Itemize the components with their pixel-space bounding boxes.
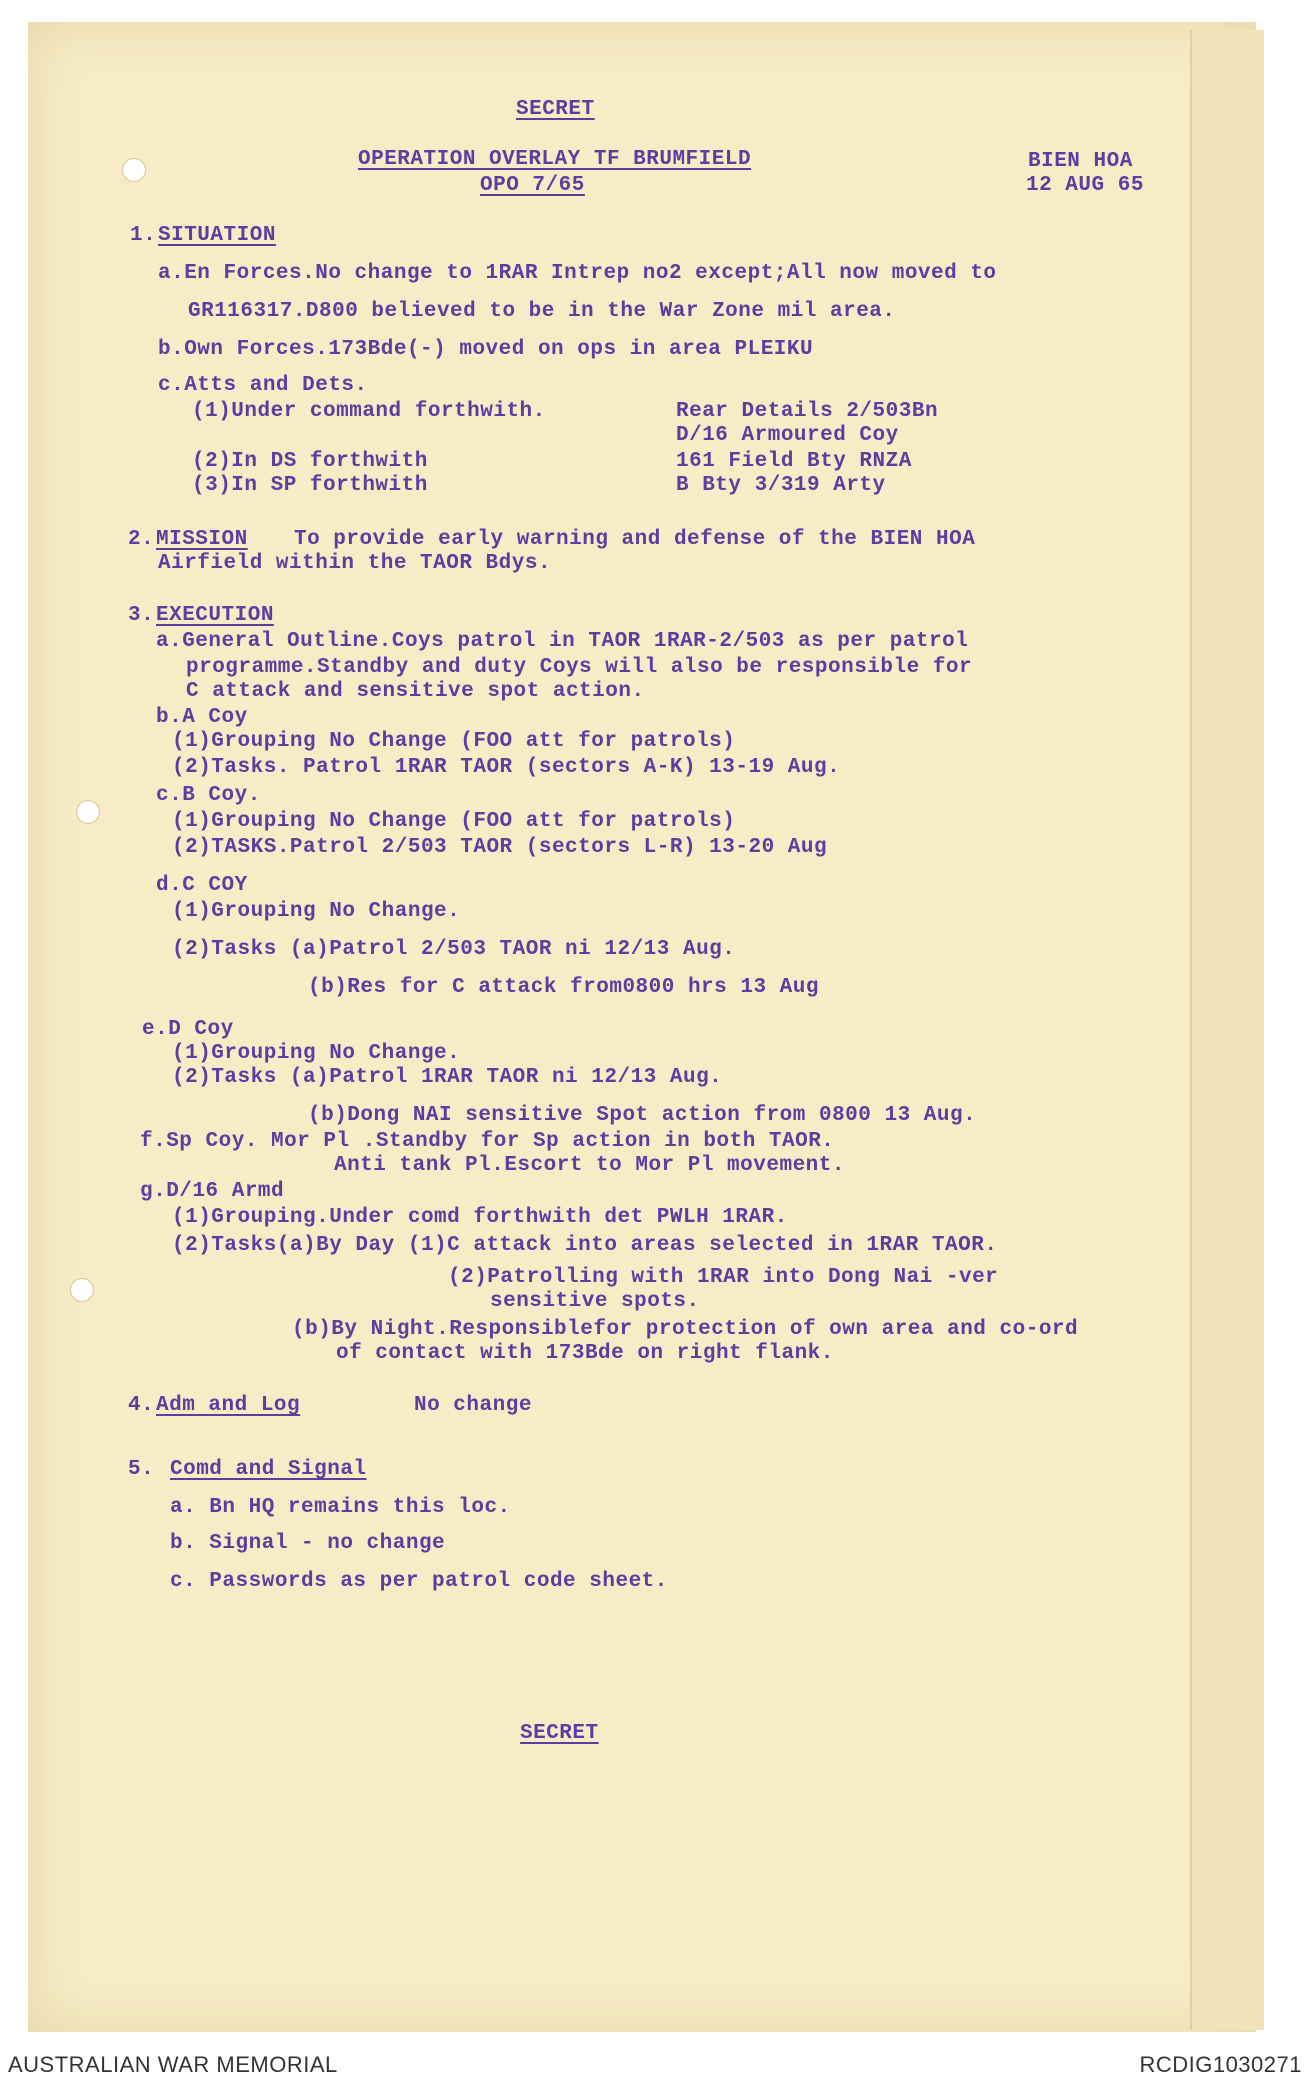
- situation-heading: SITUATION: [158, 224, 276, 247]
- situation-enemy-forces-1: a.En Forces.No change to 1RAR Intrep no2 except;All now moved to: [158, 262, 997, 285]
- comd-heading: Comd and Signal: [170, 1458, 367, 1481]
- situation-atts-dets: c.Atts and Dets.: [158, 374, 368, 397]
- execution-c-coy-grouping: (1)Grouping No Change.: [172, 900, 461, 923]
- paper-fold-edge: [1190, 30, 1264, 2030]
- execution-c-coy: d.C COY: [156, 874, 248, 897]
- document-title: OPERATION OVERLAY TF BRUMFIELD: [358, 148, 752, 171]
- comd-signal: b. Signal - no change: [170, 1532, 446, 1555]
- execution-b-coy: c.B Coy.: [156, 784, 261, 807]
- execution-d16-tasks-c1: (b)By Night.Responsiblefor protection of own area and co-ord: [292, 1318, 1079, 1341]
- execution-outline-1: a.General Outline.Coys patrol in TAOR 1RAR-2/503 as per patrol: [156, 630, 969, 653]
- execution-d16-grouping: (1)Grouping.Under comd forthwith det PWLH 1RAR.: [172, 1206, 788, 1229]
- execution-heading-num: 3.: [128, 604, 155, 627]
- footer-archive-name: AUSTRALIAN WAR MEMORIAL: [8, 2052, 338, 2077]
- execution-c-coy-tasks-a: (2)Tasks (a)Patrol 2/503 TAOR ni 12/13 Aug.: [172, 938, 736, 961]
- execution-sp-coy-1: f.Sp Coy. Mor Pl .Standby for Sp action in both TAOR.: [140, 1130, 835, 1153]
- classification-top: SECRET: [516, 98, 595, 121]
- situation-under-command-value-2: D/16 Armoured Coy: [676, 424, 899, 447]
- mission-text-1: To provide early warning and defense of the BIEN HOA: [294, 528, 976, 551]
- execution-d-coy-grouping: (1)Grouping No Change.: [172, 1042, 461, 1065]
- adm-heading: Adm and Log: [156, 1394, 301, 1417]
- situation-in-sp-label: (3)In SP forthwith: [192, 474, 428, 497]
- situation-in-sp-value: B Bty 3/319 Arty: [676, 474, 886, 497]
- execution-d16-tasks-b2: sensitive spots.: [490, 1290, 700, 1313]
- execution-d16-tasks-b1: (2)Patrolling with 1RAR into Dong Nai -ver: [448, 1266, 999, 1289]
- classification-bottom: SECRET: [520, 1722, 599, 1745]
- comd-heading-num: 5.: [128, 1458, 155, 1481]
- mission-heading: MISSION: [156, 528, 248, 551]
- footer-record-id: RCDIG1030271: [1139, 2052, 1302, 2077]
- mission-heading-num: 2.: [128, 528, 155, 551]
- execution-a-coy: b.A Coy: [156, 706, 248, 729]
- punch-hole-top: [122, 158, 146, 182]
- adm-value: No change: [414, 1394, 532, 1417]
- execution-outline-3: C attack and sensitive spot action.: [186, 680, 645, 703]
- document-reference: OPO 7/65: [480, 174, 585, 197]
- comd-passwords: c. Passwords as per patrol code sheet.: [170, 1570, 668, 1593]
- situation-heading-num: 1.: [130, 224, 157, 247]
- situation-under-command-value-1: Rear Details 2/503Bn: [676, 400, 939, 423]
- execution-d16-armd: g.D/16 Armd: [140, 1180, 285, 1203]
- situation-under-command-label: (1)Under command forthwith.: [192, 400, 546, 423]
- punch-hole-middle: [76, 800, 100, 824]
- execution-a-coy-tasks: (2)Tasks. Patrol 1RAR TAOR (sectors A-K) 13-19 Aug.: [172, 756, 841, 779]
- comd-hq: a. Bn HQ remains this loc.: [170, 1496, 511, 1519]
- document-date: 12 AUG 65: [1026, 174, 1144, 197]
- execution-c-coy-tasks-b: (b)Res for C attack from0800 hrs 13 Aug: [308, 976, 819, 999]
- adm-heading-num: 4.: [128, 1394, 155, 1417]
- execution-sp-coy-2: Anti tank Pl.Escort to Mor Pl movement.: [334, 1154, 845, 1177]
- situation-own-forces: b.Own Forces.173Bde(-) moved on ops in area PLEIKU: [158, 338, 814, 361]
- punch-hole-bottom: [70, 1278, 94, 1302]
- execution-b-coy-grouping: (1)Grouping No Change (FOO att for patrols): [172, 810, 736, 833]
- execution-b-coy-tasks: (2)TASKS.Patrol 2/503 TAOR (sectors L-R) 13-20 Aug: [172, 836, 828, 859]
- execution-outline-2: programme.Standby and duty Coys will also be responsible for: [186, 656, 973, 679]
- execution-d-coy-tasks-b: (b)Dong NAI sensitive Spot action from 0800 13 Aug.: [308, 1104, 977, 1127]
- situation-enemy-forces-2: GR116317.D800 believed to be in the War Zone mil area.: [188, 300, 896, 323]
- execution-d16-tasks-a: (2)Tasks(a)By Day (1)C attack into areas selected in 1RAR TAOR.: [172, 1234, 998, 1257]
- execution-a-coy-grouping: (1)Grouping No Change (FOO att for patrols): [172, 730, 736, 753]
- execution-heading: EXECUTION: [156, 604, 274, 627]
- document-location: BIEN HOA: [1028, 150, 1133, 173]
- situation-in-ds-value: 161 Field Bty RNZA: [676, 450, 912, 473]
- mission-text-2: Airfield within the TAOR Bdys.: [158, 552, 552, 575]
- situation-in-ds-label: (2)In DS forthwith: [192, 450, 428, 473]
- execution-d-coy: e.D Coy: [142, 1018, 234, 1041]
- execution-d16-tasks-c2: of contact with 173Bde on right flank.: [336, 1342, 834, 1365]
- execution-d-coy-tasks-a: (2)Tasks (a)Patrol 1RAR TAOR ni 12/13 Aug.: [172, 1066, 723, 1089]
